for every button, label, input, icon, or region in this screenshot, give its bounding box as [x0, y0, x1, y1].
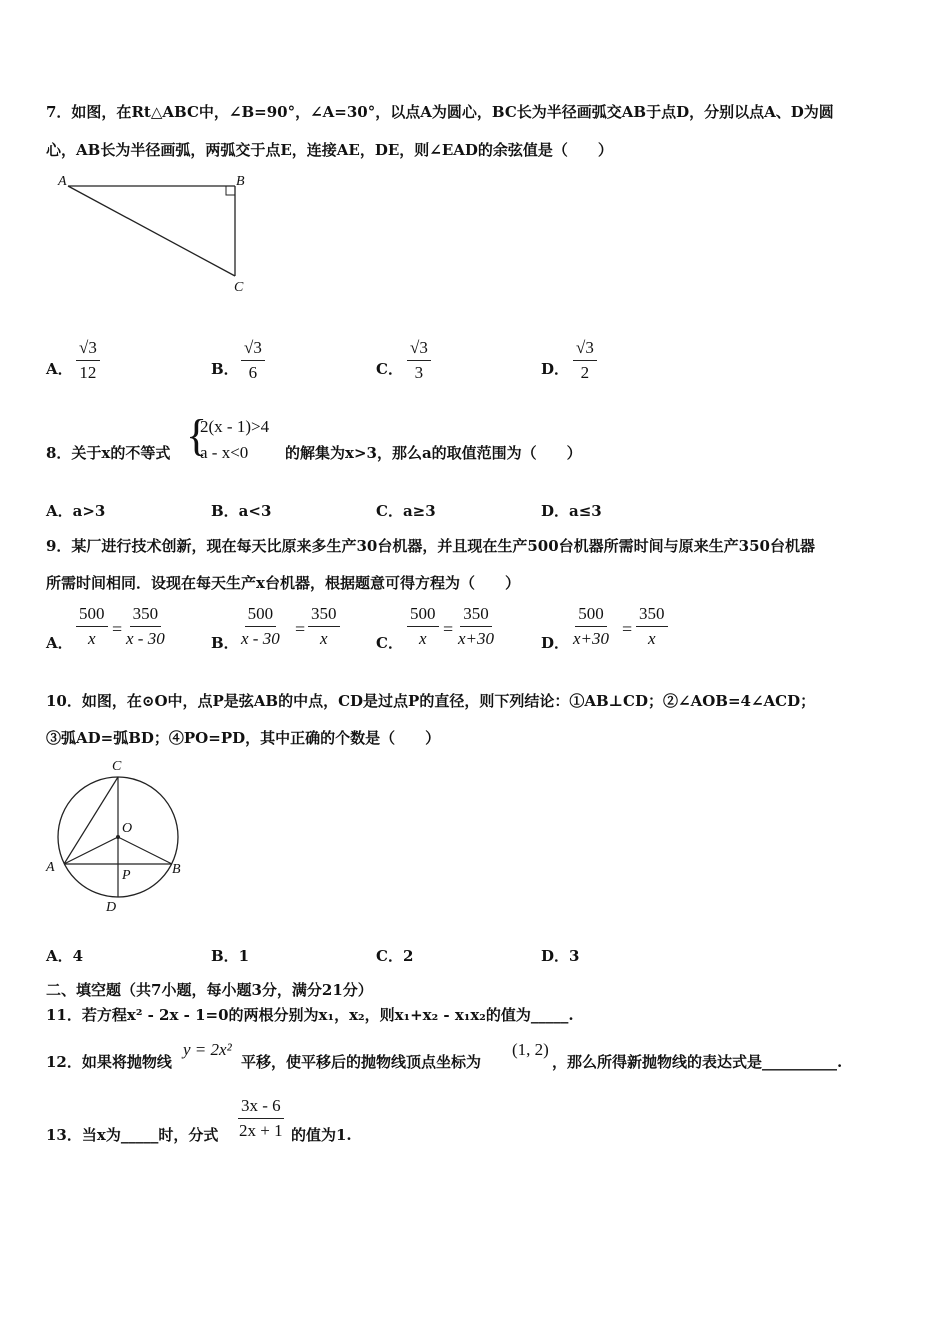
- q7-line2: 心，AB长为半径画弧，两弧交于点E，连接AE，DE，则∠EAD的余弦值是（ ）: [46, 141, 613, 159]
- q10-option-c: C．2: [376, 947, 414, 965]
- fraction-denominator: x+30: [573, 629, 610, 648]
- q7-option-b-label: B．: [211, 360, 239, 378]
- point-d-label: D: [106, 900, 117, 915]
- fraction-numerator: 350: [460, 604, 492, 627]
- q13-suffix: 的值为1.: [291, 1126, 352, 1144]
- section-2-heading: 二、填空题（共7小题，每小题3分，满分21分）: [46, 981, 373, 999]
- q9-option-d-right-fraction: [636, 604, 668, 649]
- q12-suffix: ，那么所得新抛物线的表达式是__________.: [552, 1053, 843, 1071]
- q10-option-a: A．4: [46, 947, 84, 965]
- point-p-label: P: [122, 868, 131, 883]
- q9-option-c-right-fraction: [458, 604, 494, 649]
- fraction-numerator: 350: [130, 604, 162, 627]
- q9-option-b-right-fraction: [308, 604, 340, 649]
- equals-sign: =: [622, 619, 633, 639]
- q8-prefix: 8．关于x的不等式: [46, 444, 171, 462]
- q10-circle-figure: [40, 752, 190, 917]
- q7-option-a-fraction: [76, 338, 100, 383]
- q9-option-a-right-fraction: [126, 604, 165, 649]
- q8-inequality-system: [200, 414, 269, 466]
- q12-middle: 平移，使平移后的抛物线顶点坐标为: [241, 1053, 482, 1071]
- q7-option-a-den: 12: [79, 363, 97, 382]
- fraction-numerator: 500: [407, 604, 439, 627]
- point-a-label: A: [46, 860, 55, 875]
- q8-option-d: D．a≤3: [541, 502, 602, 520]
- center-point: [116, 835, 120, 839]
- q13-denominator: 2x + 1: [239, 1121, 283, 1140]
- vertex-c-label: C: [234, 280, 244, 295]
- fraction-denominator: x: [319, 629, 328, 648]
- q8-option-a: A．a>3: [46, 502, 106, 520]
- fraction-denominator: x+30: [458, 629, 495, 648]
- q10-option-d: D．3: [541, 947, 580, 965]
- q9-option-d-label: D．: [541, 634, 570, 652]
- q9-option-c-left-fraction: [407, 604, 439, 649]
- point-b-label: B: [172, 862, 181, 877]
- q9-line2: 所需时间相同．设现在每天生产x台机器，根据题意可得方程为（ ）: [46, 574, 520, 592]
- q9-option-b-left-fraction: [241, 604, 280, 649]
- q7-option-c-den: 3: [414, 363, 424, 382]
- q7-option-c-label: C．: [376, 360, 403, 378]
- q7-option-a-label: A．: [46, 360, 73, 378]
- q7-triangle-figure: [52, 168, 262, 298]
- q11-text: 11．若方程x² - 2x - 1=0的两根分别为x₁，x₂，则x₁+x₂ - x₁x₂的值为_____.: [46, 1006, 574, 1024]
- equals-sign: =: [112, 619, 123, 639]
- inequality-system-brace: {: [186, 411, 208, 460]
- q7-option-b-fraction: [241, 338, 265, 383]
- q9-option-a-label: A．: [46, 634, 73, 652]
- q9-line1: 9．某厂进行技术创新，现在每天比原来多生产30台机器，并且现在生产500台机器所需时间与原来生产350台机器: [46, 537, 815, 555]
- fraction-numerator: 500: [575, 604, 607, 627]
- q7-option-d-num: √3: [573, 338, 597, 361]
- q12-vertex-point: (1, 2): [512, 1040, 549, 1059]
- q7-option-c-num: √3: [407, 338, 431, 361]
- equals-sign: =: [443, 619, 454, 639]
- q9-option-a-left-fraction: [76, 604, 108, 649]
- q13-numerator: 3x - 6: [238, 1096, 284, 1119]
- fraction-denominator: x - 30: [126, 629, 165, 648]
- q12-prefix: 12．如果将抛物线: [46, 1053, 172, 1071]
- q10-line2: ③弧AD=弧BD；④PO=PD，其中正确的个数是（ ）: [46, 729, 441, 747]
- fraction-denominator: x - 30: [241, 629, 280, 648]
- q7-option-d-den: 2: [580, 363, 590, 382]
- q7-line1: 7．如图，在Rt△ABC中，∠B=90°，∠A=30°，以点A为圆心，BC长为半径画弧交AB于点D，分别以点A、D为圆: [46, 103, 834, 121]
- point-o-label: O: [122, 821, 133, 836]
- q7-option-a-num: √3: [76, 338, 100, 361]
- q7-option-d-label: D．: [541, 360, 570, 378]
- vertex-a-label: A: [58, 174, 67, 189]
- q13-fraction: [238, 1096, 284, 1141]
- q7-option-d-fraction: [573, 338, 597, 383]
- fraction-numerator: 500: [76, 604, 108, 627]
- point-c-label: C: [112, 759, 122, 774]
- q9-option-c-label: C．: [376, 634, 403, 652]
- q8-inequality-1: 2(x - 1)>4: [200, 417, 270, 436]
- q9-option-d-left-fraction: [573, 604, 609, 649]
- q8-option-c: C．a≥3: [376, 502, 436, 520]
- q9-option-b-label: B．: [211, 634, 239, 652]
- q7-option-b-num: √3: [241, 338, 265, 361]
- q12-parabola-formula: y = 2x²: [183, 1040, 232, 1059]
- equals-sign: =: [295, 619, 306, 639]
- q10-option-b: B．1: [211, 947, 250, 965]
- fraction-denominator: x: [418, 629, 427, 648]
- fraction-numerator: 500: [245, 604, 277, 627]
- q8-inequality-2: a - x<0: [200, 443, 249, 462]
- fraction-denominator: x: [87, 629, 96, 648]
- q8-option-b: B．a<3: [211, 502, 272, 520]
- q8-suffix: 的解集为x>3，那么a的取值范围为（ ）: [285, 444, 582, 462]
- fraction-denominator: x: [647, 629, 656, 648]
- q7-option-b-den: 6: [248, 363, 258, 382]
- q10-line1: 10．如图，在⊙O中，点P是弦AB的中点，CD是过点P的直径，则下列结论：①AB⊥CD；②∠AOB=4∠ACD；: [46, 692, 816, 710]
- q13-prefix: 13．当x为_____时，分式: [46, 1126, 219, 1144]
- right-angle-mark: [226, 186, 235, 195]
- q7-option-c-fraction: [407, 338, 431, 383]
- fraction-numerator: 350: [308, 604, 340, 627]
- segment-bo: [118, 837, 172, 864]
- side-ac: [68, 186, 235, 276]
- fraction-numerator: 350: [636, 604, 668, 627]
- vertex-b-label: B: [236, 174, 245, 189]
